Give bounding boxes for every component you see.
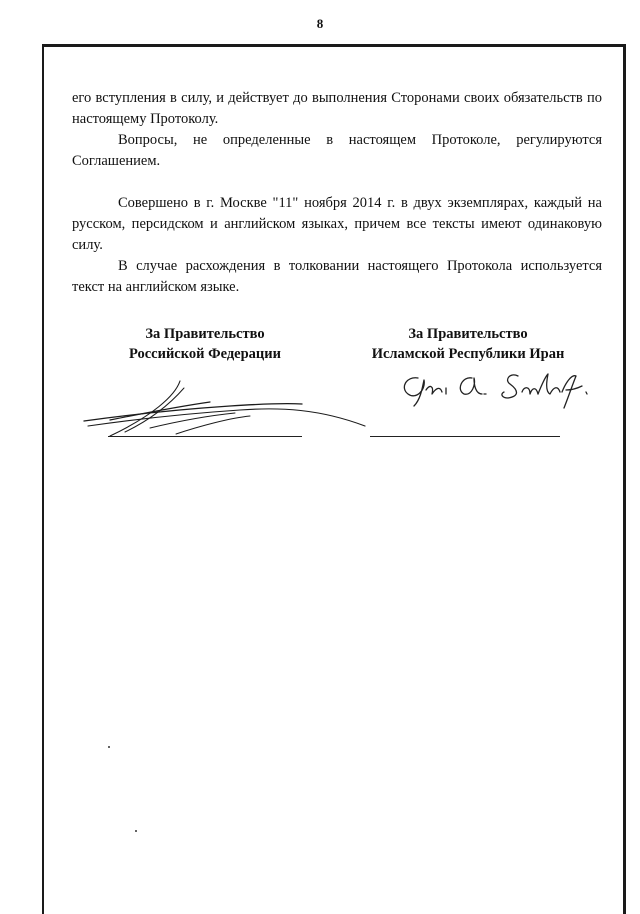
paragraph-unresolved-questions: Вопросы, не определенные в настоящем Протоколе, регулируются Соглашением. xyxy=(72,132,602,169)
paragraph-done-in-moscow: Совершено в г. Москве "11" ноября 2014 г. в двух экземплярах, каждый на русском, персидском и английском языках, причем все тексты имеют одинаковую силу. xyxy=(72,195,602,253)
handwritten-signature-iran xyxy=(396,364,596,410)
paragraph-continuation: его вступления в силу, и действует до выполнения Сторонами своих обязательств по настоящему Протоколу. xyxy=(72,90,602,127)
page-number: 8 xyxy=(316,16,324,31)
signature-line-iran xyxy=(370,436,560,437)
signatory-russia-line2: Российской Федерации xyxy=(128,346,281,362)
signatory-russia xyxy=(100,324,310,364)
signatory-iran-line1: За Правительство xyxy=(408,326,528,342)
handwritten-signature-russia xyxy=(80,376,380,442)
document-body xyxy=(72,88,602,298)
paragraph-discrepancy: В случае расхождения в толковании настоящего Протокола используется текст на английском языке. xyxy=(72,258,602,295)
scan-mark-1 xyxy=(108,746,110,748)
signatory-russia-line1: За Правительство xyxy=(145,326,265,342)
signatory-iran xyxy=(358,324,578,364)
signatory-iran-line2: Исламской Республики Иран xyxy=(371,346,565,362)
scan-mark-2 xyxy=(135,830,137,832)
